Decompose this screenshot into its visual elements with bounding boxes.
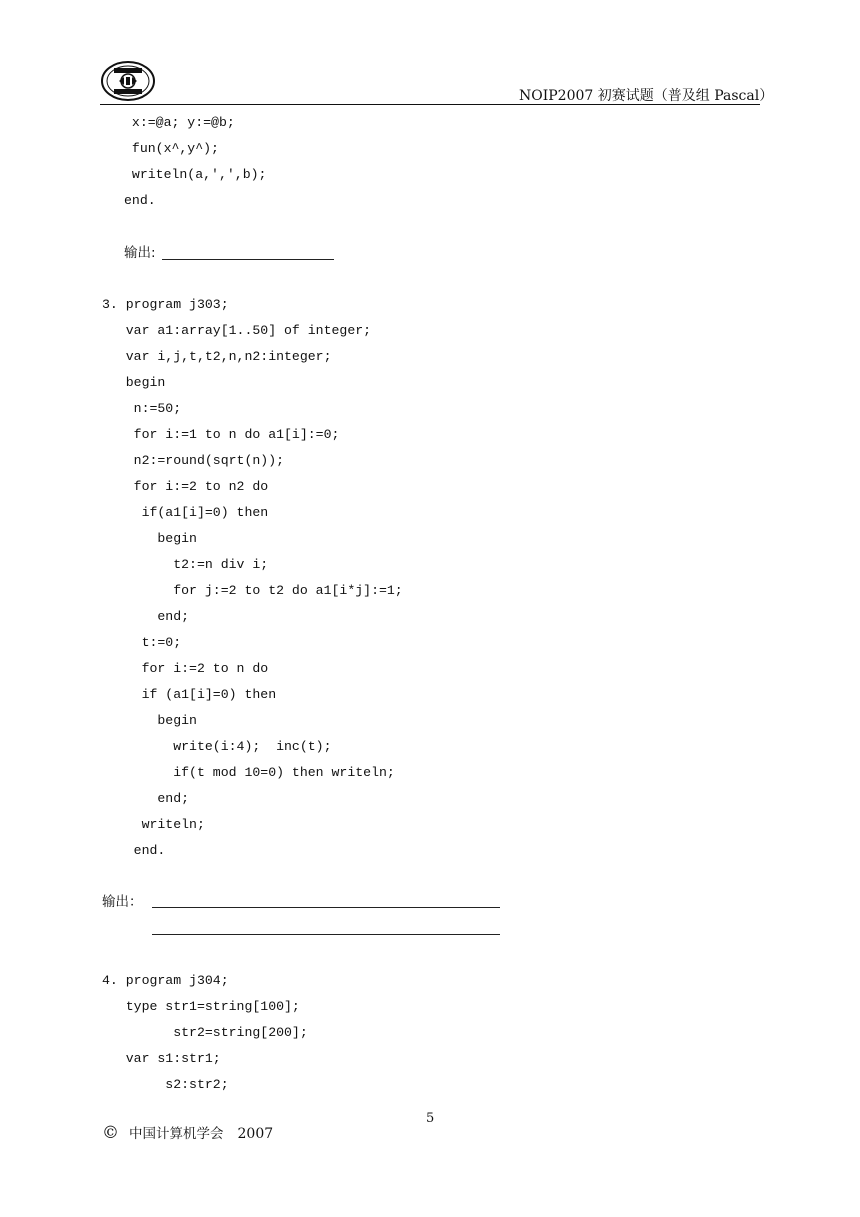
output-b-blank-line-1 (152, 907, 500, 908)
ccf-logo-icon (100, 60, 156, 102)
code-line: if (a1[i]=0) then (102, 687, 277, 702)
code-line: fun(x^,y^); (124, 141, 219, 156)
footer-organization: 中国计算机学会 (129, 1126, 224, 1142)
code-line: n:=50; (102, 401, 182, 416)
header-rule (100, 104, 760, 105)
code-line: 3. program j303; (102, 297, 229, 312)
code-line: writeln; (102, 817, 205, 832)
code-line: end; (102, 609, 190, 624)
code-line: if(t mod 10=0) then writeln; (102, 765, 395, 780)
code-line: end. (124, 193, 156, 208)
code-line: end; (102, 791, 190, 806)
output-b-blank-line-2 (152, 934, 500, 935)
code-line: for i:=2 to n2 do (102, 479, 269, 494)
footer-year: 2007 (237, 1126, 274, 1142)
code-line: n2:=round(sqrt(n)); (102, 453, 285, 468)
code-line: var i,j,t,t2,n,n2:integer; (102, 349, 332, 364)
code-line: begin (102, 375, 166, 390)
code-line: write(i:4); inc(t); (102, 739, 332, 754)
code-line: var a1:array[1..50] of integer; (102, 323, 372, 338)
output-a-blank (162, 259, 334, 260)
code-line: begin (102, 531, 197, 546)
header-title: NOIP2007 初赛试题（普及组 Pascal） (519, 88, 774, 104)
code-line: for i:=2 to n do (102, 661, 269, 676)
output-a-label: 输出: (124, 245, 156, 261)
code-line: t:=0; (102, 635, 182, 650)
page-number: 5 (426, 1111, 435, 1126)
code-line: writeln(a,',',b); (124, 167, 267, 182)
code-line: end. (102, 843, 166, 858)
output-b-label: 输出： (102, 894, 143, 910)
code-line: for i:=1 to n do a1[i]:=0; (102, 427, 340, 442)
code-line: for j:=2 to t2 do a1[i*j]:=1; (102, 583, 403, 598)
code-line: x:=@a; y:=@b; (124, 115, 235, 130)
code-line: var s1:str1; (102, 1051, 221, 1066)
code-line: begin (102, 713, 197, 728)
code-line: s2:str2; (102, 1077, 229, 1092)
code-line: 4. program j304; (102, 973, 229, 988)
copyright-symbol: © (102, 1123, 119, 1143)
code-line: if(a1[i]=0) then (102, 505, 269, 520)
code-line: t2:=n div i; (102, 557, 269, 572)
code-line: str2=string[200]; (102, 1025, 308, 1040)
code-line: type str1=string[100]; (102, 999, 300, 1014)
footer (102, 1122, 273, 1143)
